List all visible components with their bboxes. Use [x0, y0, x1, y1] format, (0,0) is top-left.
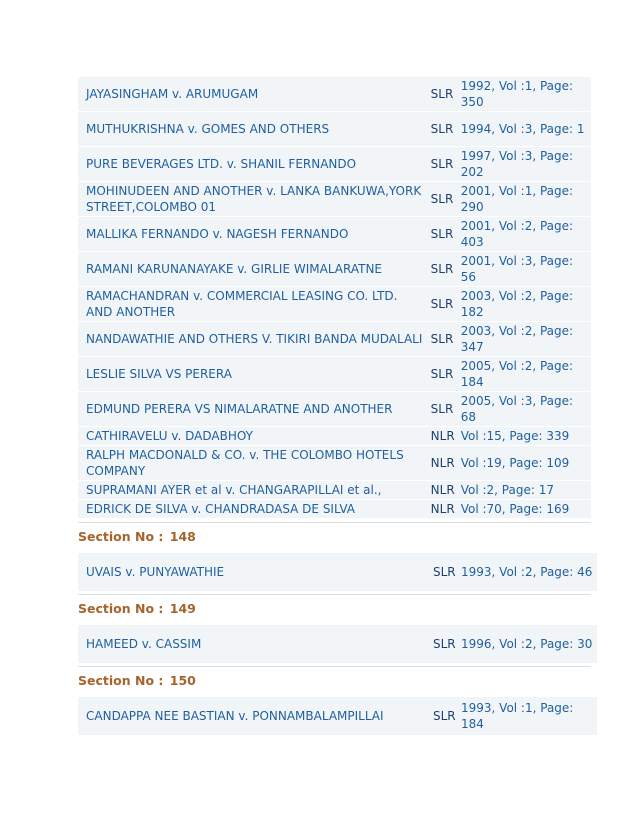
citation: 2003, Vol :2, Page: 347	[459, 322, 591, 356]
section-case-table	[78, 625, 597, 663]
section-label: Section No :	[78, 529, 164, 544]
table-row[interactable]	[78, 446, 591, 480]
case-title[interactable]: MUTHUKRISHNA v. GOMES AND OTHERS	[78, 112, 429, 146]
citation: 1993, Vol :2, Page: 46	[460, 553, 597, 591]
section-number: 150	[169, 673, 196, 688]
case-title[interactable]: CANDAPPA NEE BASTIAN v. PONNAMBALAMPILLAI	[78, 697, 432, 735]
reporter: NLR	[429, 446, 459, 480]
table-row[interactable]	[78, 392, 591, 426]
table-row[interactable]	[78, 112, 591, 146]
reporter: NLR	[429, 427, 459, 445]
reporter: SLR	[429, 322, 459, 356]
table-row[interactable]	[78, 625, 597, 663]
reporter: SLR	[432, 697, 460, 735]
reporter: SLR	[429, 147, 459, 181]
citation: 1993, Vol :1, Page: 184	[460, 697, 597, 735]
reporter: SLR	[429, 182, 459, 216]
reporter: NLR	[429, 500, 459, 518]
citation: 1992, Vol :1, Page: 350	[459, 77, 591, 111]
case-title[interactable]: MALLIKA FERNANDO v. NAGESH FERNANDO	[78, 217, 429, 251]
citation: 2001, Vol :2, Page: 403	[459, 217, 591, 251]
section-heading	[78, 666, 591, 695]
table-row[interactable]	[78, 217, 591, 251]
case-title[interactable]: RALPH MACDONALD & CO. v. THE COLOMBO HOTELS COMPANY	[78, 446, 429, 480]
case-title[interactable]: RAMANI KARUNANAYAKE v. GIRLIE WIMALARATNE	[78, 252, 429, 286]
table-row[interactable]	[78, 77, 591, 111]
case-title[interactable]: SUPRAMANI AYER et al v. CHANGARAPILLAI et al.,	[78, 481, 429, 499]
case-title[interactable]: EDRICK DE SILVA v. CHANDRADASA DE SILVA	[78, 500, 429, 518]
section-label: Section No :	[78, 673, 164, 688]
citation: 1997, Vol :3, Page: 202	[459, 147, 591, 181]
reporter: SLR	[429, 77, 459, 111]
case-title[interactable]: MOHINUDEEN AND ANOTHER v. LANKA BANKUWA,YORK STREET,COLOMBO 01	[78, 182, 429, 216]
reporter: SLR	[429, 357, 459, 391]
reporter: SLR	[429, 252, 459, 286]
table-row[interactable]	[78, 182, 591, 216]
table-row[interactable]	[78, 500, 591, 518]
reporter: SLR	[429, 392, 459, 426]
case-title[interactable]: HAMEED v. CASSIM	[78, 625, 432, 663]
table-row[interactable]	[78, 697, 597, 735]
case-title[interactable]: NANDAWATHIE AND OTHERS V. TIKIRI BANDA MUDALALI	[78, 322, 429, 356]
citation: 2001, Vol :3, Page: 56	[459, 252, 591, 286]
table-row[interactable]	[78, 287, 591, 321]
case-title[interactable]: LESLIE SILVA VS PERERA	[78, 357, 429, 391]
citation: 2005, Vol :2, Page: 184	[459, 357, 591, 391]
case-title[interactable]: CATHIRAVELU v. DADABHOY	[78, 427, 429, 445]
citation: Vol :19, Page: 109	[459, 446, 591, 480]
case-title[interactable]: PURE BEVERAGES LTD. v. SHANIL FERNANDO	[78, 147, 429, 181]
table-row[interactable]	[78, 553, 597, 591]
section-number: 148	[169, 529, 196, 544]
case-table	[78, 76, 591, 519]
table-row[interactable]	[78, 252, 591, 286]
reporter: SLR	[432, 553, 460, 591]
case-title[interactable]: EDMUND PERERA VS NIMALARATNE AND ANOTHER	[78, 392, 429, 426]
table-row[interactable]	[78, 481, 591, 499]
section-number: 149	[169, 601, 196, 616]
section-heading	[78, 594, 591, 623]
citation: 2005, Vol :3, Page: 68	[459, 392, 591, 426]
reporter: SLR	[432, 625, 460, 663]
citation: Vol :2, Page: 17	[459, 481, 591, 499]
citation: 2003, Vol :2, Page: 182	[459, 287, 591, 321]
table-row[interactable]	[78, 427, 591, 445]
reporter: SLR	[429, 287, 459, 321]
section-label: Section No :	[78, 601, 164, 616]
reporter: SLR	[429, 112, 459, 146]
table-row[interactable]	[78, 322, 591, 356]
citation: 1996, Vol :2, Page: 30	[460, 625, 597, 663]
citation: 1994, Vol :3, Page: 1	[459, 112, 591, 146]
reporter: SLR	[429, 217, 459, 251]
case-title[interactable]: RAMACHANDRAN v. COMMERCIAL LEASING CO. LTD. AND ANOTHER	[78, 287, 429, 321]
section-heading	[78, 522, 591, 551]
section-case-table	[78, 697, 597, 735]
citation: Vol :70, Page: 169	[459, 500, 591, 518]
table-row[interactable]	[78, 357, 591, 391]
section-case-table	[78, 553, 597, 591]
citation: Vol :15, Page: 339	[459, 427, 591, 445]
citation: 2001, Vol :1, Page: 290	[459, 182, 591, 216]
case-title[interactable]: JAYASINGHAM v. ARUMUGAM	[78, 77, 429, 111]
table-row[interactable]	[78, 147, 591, 181]
case-title[interactable]: UVAIS v. PUNYAWATHIE	[78, 553, 432, 591]
reporter: NLR	[429, 481, 459, 499]
case-list	[78, 76, 591, 735]
